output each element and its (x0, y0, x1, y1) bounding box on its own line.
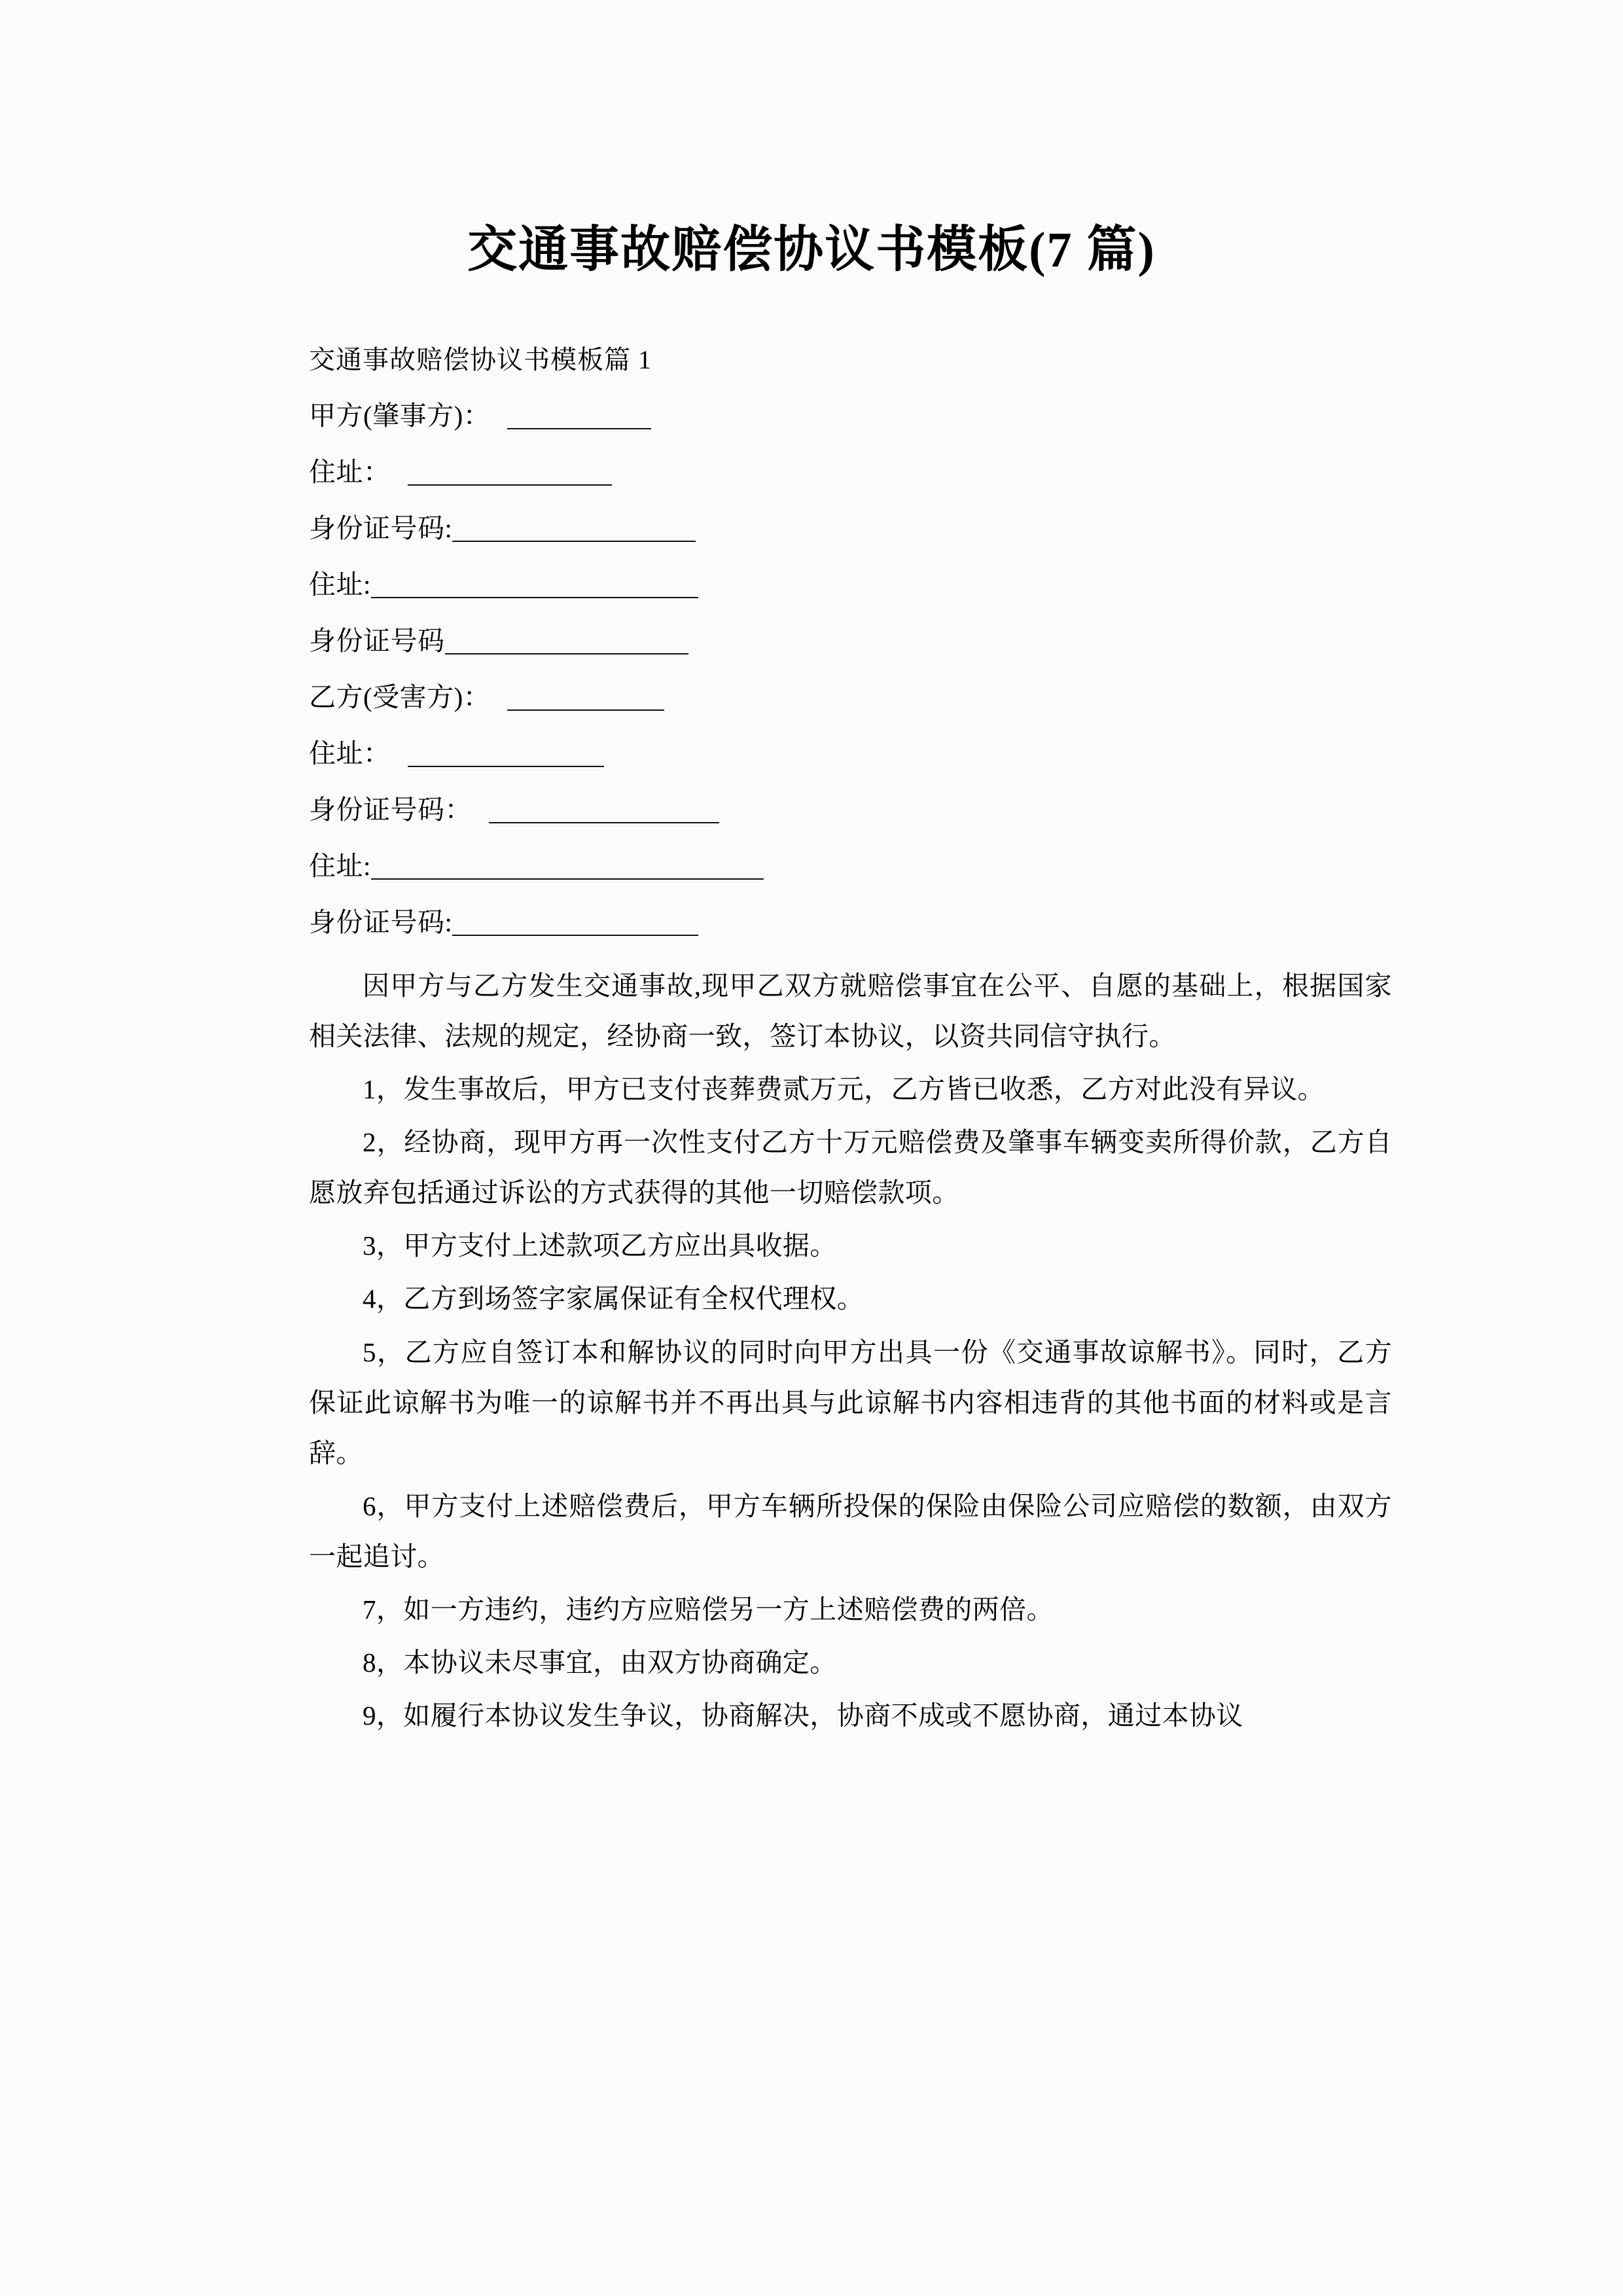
form-field-row (309, 567, 1392, 598)
form-field-blank-rule[interactable] (452, 915, 698, 936)
form-field-blank-rule[interactable] (371, 577, 698, 598)
form-field-row (309, 398, 1392, 429)
form-field-blank-rule[interactable] (371, 859, 764, 880)
form-field-blank-rule[interactable] (408, 746, 604, 767)
form-field-label: 乙方(受害方)： (309, 682, 491, 712)
form-field-label: 身份证号码: (309, 513, 453, 543)
form-field-blank-rule[interactable] (507, 408, 651, 429)
section-subheading: 交通事故赔偿协议书模板篇 1 (309, 345, 652, 374)
form-field-blank-rule[interactable] (489, 802, 719, 823)
form-field-row (309, 905, 1392, 936)
clause-paragraph: 4，乙方到场签字家属保证有全权代理权。 (363, 1283, 865, 1314)
form-field-label: 甲方(肇事方)： (309, 401, 491, 431)
clause-paragraph: 7，如一方违约，违约方应赔偿另一方上述赔偿费的两倍。 (363, 1594, 1054, 1624)
form-field-row (309, 623, 1392, 655)
form-field-blank-rule[interactable] (445, 634, 688, 655)
form-field-label: 身份证号码 (309, 626, 445, 656)
preamble-paragraph: 因甲方与乙方发生交通事故,现甲乙双方就赔偿事宜在公平、自愿的基础上，根据国家相关法律、法规的规定，经协商一致，签订本协议，以资共同信守执行。 (309, 971, 1392, 1052)
clause-paragraph: 9，如履行本协议发生争议，协商解决，协商不成或不愿协商，通过本协议 (363, 1700, 1243, 1731)
form-field-label: 住址: (309, 569, 371, 600)
clause-paragraph: 8，本协议未尽事宜，由双方协商确定。 (363, 1647, 837, 1678)
form-field-label: 身份证号码： (309, 795, 472, 825)
fill-in-form (309, 398, 1392, 936)
form-field-label: 住址： (309, 457, 391, 487)
form-field-label: 住址： (309, 738, 391, 768)
form-field-row (309, 736, 1392, 767)
clause-paragraph: 3，甲方支付上述款项乙方应出具收据。 (363, 1230, 837, 1261)
form-field-row (309, 848, 1392, 880)
form-field-label: 身份证号码: (309, 907, 453, 937)
document-body (309, 347, 1392, 1744)
form-field-label: 住址: (309, 851, 371, 881)
clause-paragraph: 1，发生事故后，甲方已支付丧葬费贰万元，乙方皆已收悉，乙方对此没有异议。 (363, 1074, 1325, 1105)
clause-list (309, 1064, 1392, 1741)
form-field-row (309, 792, 1392, 823)
form-field-blank-rule[interactable] (452, 521, 696, 542)
form-field-row (309, 454, 1392, 486)
page-title: 交通事故赔偿协议书模板(7 篇) (467, 222, 1156, 278)
clause-paragraph: 6，甲方支付上述赔偿费后，甲方车辆所投保的保险由保险公司应赔偿的数额，由双方一起追讨。 (309, 1490, 1392, 1571)
form-field-row (309, 679, 1392, 711)
clause-paragraph: 2，经协商，现甲方再一次性支付乙方十万元赔偿费及肇事车辆变卖所得价款，乙方自愿放弃包括通过诉讼的方式获得的其他一切赔偿款项。 (309, 1127, 1392, 1208)
form-field-blank-rule[interactable] (408, 465, 612, 486)
form-field-row (309, 511, 1392, 542)
form-field-blank-rule[interactable] (507, 690, 664, 711)
clause-paragraph: 5，乙方应自签订本和解协议的同时向甲方出具一份《交通事故谅解书》。同时，乙方保证此谅解书为唯一的谅解书并不再出具与此谅解书内容相违背的其他书面的材料或是言辞。 (309, 1336, 1392, 1468)
